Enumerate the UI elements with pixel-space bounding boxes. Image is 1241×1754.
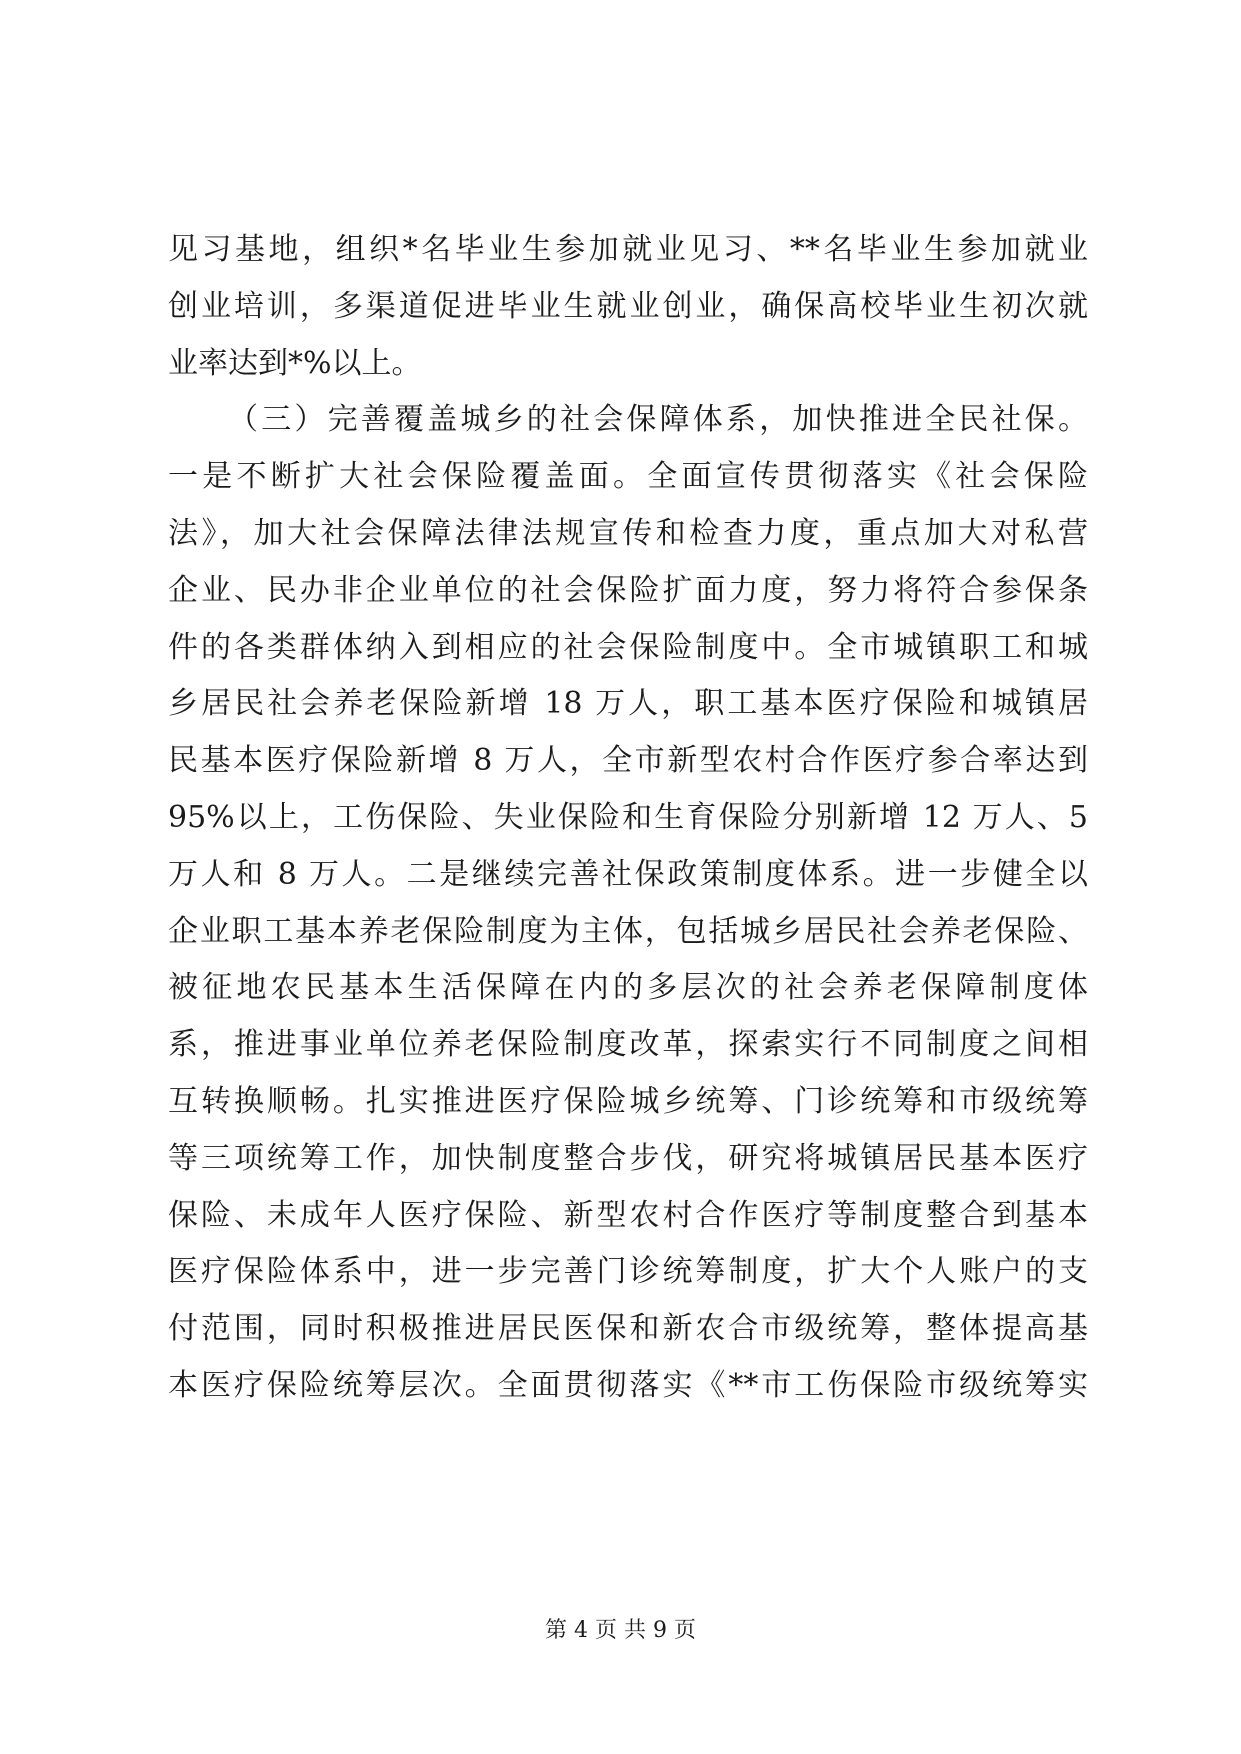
- text-line: 付范围，同时积极推进居民医保和新农合市级统筹，整体提高基: [168, 1311, 1088, 1347]
- text-line: 企业、民办非企业单位的社会保险扩面力度，努力将符合参保条: [168, 572, 1088, 608]
- text-line: 95%以上，工伤保险、失业保险和生育保险分别新增 12 万人、5: [168, 799, 1088, 835]
- text-line: 件的各类群体纳入到相应的社会保险制度中。全市城镇职工和城: [168, 629, 1088, 665]
- text-line: （三）完善覆盖城乡的社会保障体系，加快推进全民社保。: [228, 402, 1088, 438]
- text-line: 创业培训，多渠道促进毕业生就业创业，确保高校毕业生初次就: [168, 288, 1088, 324]
- paragraph-1: [168, 222, 1088, 392]
- text-line: 民基本医疗保险新增 8 万人，全市新型农村合作医疗参合率达到: [168, 743, 1088, 779]
- text-line: 业率达到*%以上。: [168, 345, 422, 381]
- text-line: 一是不断扩大社会保险覆盖面。全面宣传贯彻落实《社会保险: [168, 459, 1088, 495]
- paragraph-2: [168, 392, 1088, 1414]
- page-number-footer: 第 4 页 共 9 页: [545, 1618, 696, 1643]
- text-line: 保险、未成年人医疗保险、新型农村合作医疗等制度整合到基本: [168, 1197, 1088, 1233]
- document-body: [168, 222, 1088, 1415]
- text-line: 等三项统筹工作，加快制度整合步伐，研究将城镇居民基本医疗: [168, 1140, 1088, 1176]
- text-line: 见习基地，组织*名毕业生参加就业见习、**名毕业生参加就业: [168, 232, 1088, 267]
- text-line: 系，推进事业单位养老保险制度改革，探索实行不同制度之间相: [168, 1027, 1088, 1063]
- text-line: 法》，加大社会保障法律法规宣传和检查力度，重点加大对私营: [168, 515, 1088, 551]
- text-line: 医疗保险体系中，进一步完善门诊统筹制度，扩大个人账户的支: [168, 1254, 1088, 1290]
- text-line: 本医疗保险统筹层次。全面贯彻落实《**市工伤保险市级统筹实: [168, 1367, 1088, 1403]
- text-line: 企业职工基本养老保险制度为主体，包括城乡居民社会养老保险、: [168, 913, 1088, 949]
- text-line: 乡居民社会养老保险新增 18 万人，职工基本医疗保险和城镇居: [168, 686, 1088, 722]
- text-line: 互转换顺畅。扎实推进医疗保险城乡统筹、门诊统筹和市级统筹: [168, 1083, 1088, 1119]
- text-line: 被征地农民基本生活保障在内的多层次的社会养老保障制度体: [168, 970, 1088, 1006]
- text-line: 万人和 8 万人。二是继续完善社保政策制度体系。进一步健全以: [168, 856, 1088, 892]
